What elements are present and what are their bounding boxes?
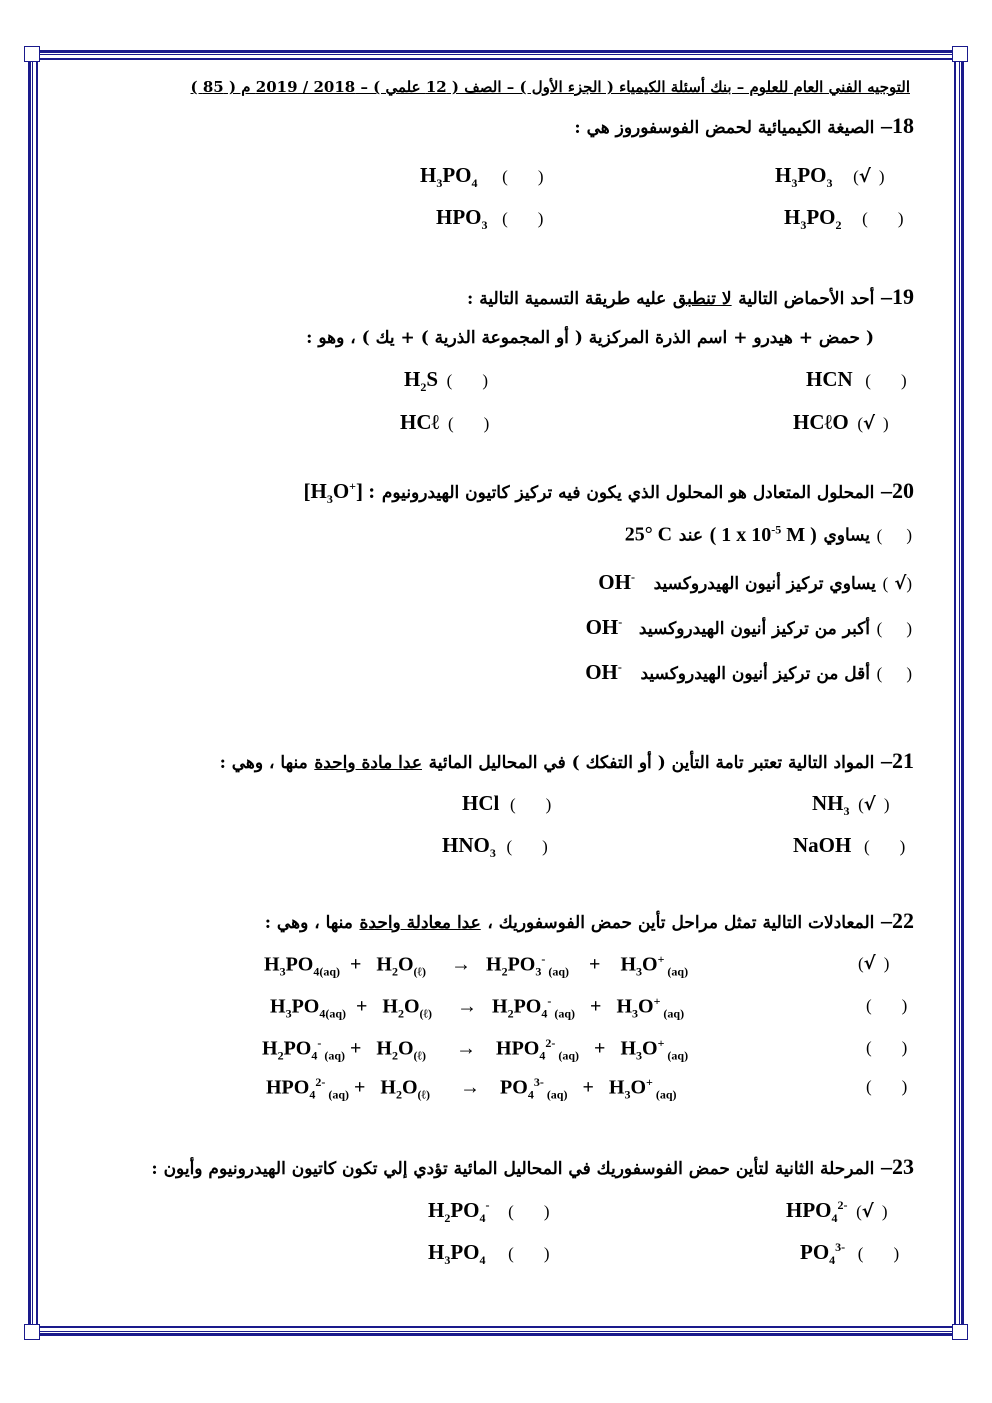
formula-hclo: HCℓO [793,410,849,434]
q23-option-1[interactable]: $HPO_4^{2-}$ (√ ) [786,1198,888,1226]
question-text-underlined: عدا مادة واحدة [314,753,422,773]
border-corner [952,1324,968,1340]
formula-hpo4: $HPO_4^{2-}$ [786,1198,848,1226]
question-number: 21– [881,748,914,773]
question-number: 22– [881,908,914,933]
formula-h2s: $H_2S$ [404,367,439,395]
question-18 [574,113,914,139]
question-text-underlined: لا تنطبق [672,289,732,309]
question-number: 23– [881,1154,914,1179]
q18-option-1[interactable]: $H_3PO_3$ (√ ) [775,163,885,191]
formula-h3po3: $H_3PO_3$ [775,163,833,191]
equation-1: $H_3PO_{4(aq)} + H_2O_{(\ell)}$ → $H_2PO_3^-$ $_{(aq)}$ + $H_3O^+$ $_{(aq)}$ [264,952,689,979]
equation-4: $HPO_4^{2-}$ $_{(aq)} + H_2O_{(\ell)}$ → $PO_4^{3-}$ $_{(aq)} + H_3O^+$ $_{(aq)}$ [266,1075,677,1102]
hydroxide-ion: OH- [585,615,623,639]
checkmark-icon: √ [858,166,871,187]
option-text: أكبر من تركيز أنيون الهيدروكسيد [638,619,871,639]
border-corner [952,46,968,62]
q21-option-3[interactable]: NaOH ( ) [793,833,906,857]
formula-hcn: HCN [806,367,853,391]
formula-nh3: $NH_3$ [812,791,850,819]
checkmark-icon: √ [894,573,907,594]
equation-2: $H_3PO_{4(aq)} + H_2O_{(\ell)}$ → $H_2PO_4^-$ $_{(aq)} + H_3O^+$ $_{(aq)}$ [270,994,685,1021]
q18-option-3[interactable]: $H_3PO_2$ ( ) [784,205,904,233]
option-text: أقل من تركيز أنيون الهيدروكسيد [640,664,871,684]
question-20 [303,478,914,507]
q21-option-2[interactable]: HCl ( ) [462,791,552,815]
equation-2-choice[interactable]: ( ) [866,996,908,1015]
question-22 [265,908,914,934]
q19-option-4[interactable]: HCℓ ( ) [400,410,490,434]
equation-1-choice[interactable]: (√ ) [858,953,890,974]
q20-option-2[interactable]: (√) يساوي تركيز أنيون الهيدروكسيد OH- [598,570,912,594]
equation-3-choice[interactable]: ( ) [866,1038,908,1057]
hydroxide-ion: OH- [598,570,635,594]
question-21 [220,748,914,774]
formula-h3po4: $H_3PO_4$ [428,1240,486,1268]
question-19 [467,284,914,310]
question-text-b: منها ، وهي : [219,753,308,773]
formula-hno3: $HNO_3$ [442,833,496,861]
question-text-a: أحد الأحماض التالية [738,289,875,309]
formula-naoh: NaOH [793,833,852,857]
q19-option-1[interactable]: HCN ( ) [806,367,907,391]
option-text: عند [678,525,703,546]
question-text-a: المواد التالية تعتبر تامة التأين ( أو التفكك ) في المحاليل المائية [428,753,875,773]
border-corner [24,1324,40,1340]
formula-h3po2: $H_3PO_2$ [784,205,842,233]
checkmark-icon: √ [863,794,876,815]
hydronium-ion: $[H_3O^+]$ : [303,479,376,507]
formula-po4: $PO_4^{3-}$ [800,1240,846,1268]
q23-option-4[interactable]: $H_3PO_4$ ( ) [428,1240,550,1268]
q20-option-4[interactable]: () أقل من تركيز أنيون الهيدروكسيد OH- [585,660,912,684]
q23-option-3[interactable]: $PO_4^{3-}$ ( ) [800,1240,900,1268]
question-text-a: المعادلات التالية تمثل مراحل تأين حمض الفوسفوريك ، [487,913,875,933]
option-text: يساوي تركيز أنيون الهيدروكسيد [653,574,877,594]
question-text: المحلول المتعادل هو المحلول الذي يكون فيه تركيز كاتيون الهيدرونيوم [381,483,875,503]
q18-option-4[interactable]: $HPO_3$ ( ) [436,205,544,233]
question-text-b: منها ، وهي : [264,913,353,933]
naming-rule: ( حمض + هيدرو + اسم الذرة المركزية ( أو المجموعة الذرية ) + يك ) ، وهو : [306,328,874,348]
question-text-underlined: عدا معادلة واحدة [359,913,481,933]
q20-option-3[interactable]: () أكبر من تركيز أنيون الهيدروكسيد OH- [585,615,912,639]
checkmark-icon: √ [863,953,876,974]
equation-3: $H_2PO_4^-$ $_{(aq)} + H_2O_{(\ell)}$ → $HPO_4^{2-}$ $_{(aq)} + H_3O^+$ $_{(aq)}$ [262,1036,689,1063]
formula-hcl: HCl [462,791,500,815]
border-corner [24,46,40,62]
page-header: التوجيه الفني العام للعلوم – بنك أسئلة الكيمياء ( الجزء الأول ) – الصف ( 12 علمي ) – 2018 / 2019 م ( 85 ) [190,78,910,96]
question-number: 19– [881,284,914,309]
equation-4-choice[interactable]: ( ) [866,1077,908,1096]
question-text: المرحلة الثانية لتأين حمض الفوسفوريك في المحاليل المائية تؤدي إلي تكون كاتيون الهيدرونيوم وأيون : [151,1159,875,1179]
formula-h2po4: $H_2PO_4^-$ [428,1198,490,1226]
q19-option-3[interactable]: HCℓO (√ ) [793,410,889,434]
page-border-inner [36,58,956,1328]
q21-option-1[interactable]: $NH_3$ (√ ) [812,791,890,819]
question-number: 18– [881,113,914,138]
concentration-value: ( 1 x $10^{-5}$ M ) [709,522,817,546]
question-23 [151,1154,914,1180]
checkmark-icon: √ [861,1201,874,1222]
formula-hpo3: $HPO_3$ [436,205,488,233]
formula-hcl: HCℓ [400,410,440,434]
q21-option-4[interactable]: $HNO_3$ ( ) [442,833,548,861]
temperature-value: 25° C [624,523,673,546]
q20-option-1[interactable]: () يساوي ( 1 x $10^{-5}$ M ) عند 25° C [624,522,912,546]
q19-option-2[interactable]: $H_2S$ ( ) [404,367,488,395]
question-text-b: عليه طريقة التسمية التالية : [467,289,667,309]
q23-option-2[interactable]: $H_2PO_4^-$ ( ) [428,1198,550,1226]
checkmark-icon: √ [863,413,876,434]
q18-option-2[interactable]: $H_3PO_4$ ( ) [420,163,544,191]
question-number: 20– [881,478,914,503]
question-text: الصيغة الكيميائية لحمض الفوسفوروز هي : [574,118,875,138]
hydroxide-ion: OH- [585,660,622,684]
formula-h3po4: $H_3PO_4$ [420,163,478,191]
option-text: يساوي [823,525,871,546]
